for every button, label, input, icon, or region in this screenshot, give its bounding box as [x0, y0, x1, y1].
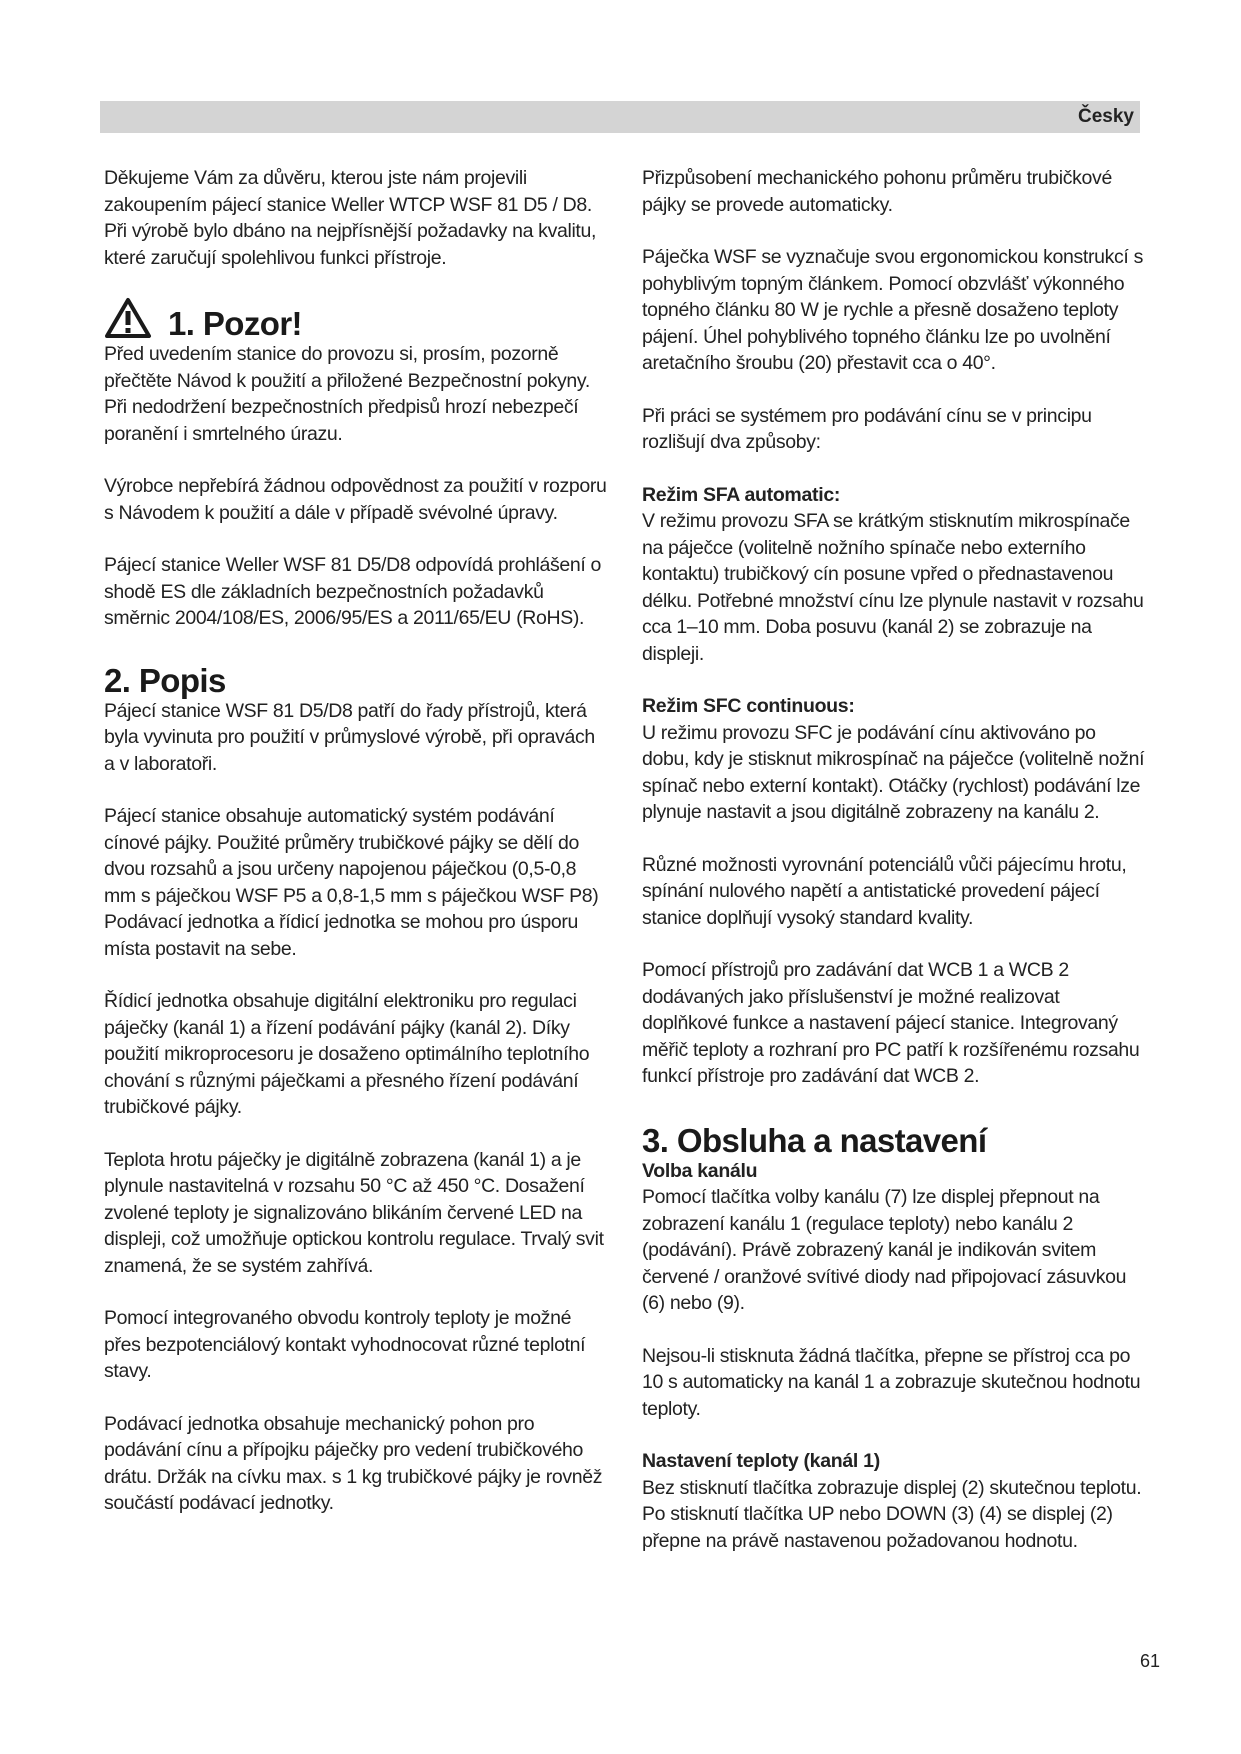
section-2-paragraph-4: Teplota hrotu páječky je digitálně zobrazena (kanál 1) a je plynule nastavitelná v rozsahu 50 °C až 450 °C. Dosažení zvolené teploty je signalizováno blikáním červené LED na displeji, což umožňuje optickou kontrolu regulace. Trvalý svit znamená, že se systém zahřívá.: [104, 1148, 604, 1277]
temperature-setting-text: Bez stisknutí tlačítka zobrazuje displej (2) skutečnou teplotu. Po stisknutí tlačítka UP nebo DOWN (3) (4) se displej (2) přepne na právě nastavenou požadovanou hodnotu.: [642, 1476, 1142, 1552]
right-paragraph-6: Nejsou-li stisknuta žádná tlačítka, přepne se přístroj cca po 10 s automaticky na kanál 1 a zobrazuje skutečnou hodnotu teploty.: [642, 1344, 1141, 1420]
right-paragraph-3: Při práci se systémem pro podávání cínu se v principu rozlišují dva způsoby:: [642, 404, 1092, 453]
channel-select-text: Pomocí tlačítka volby kanálu (7) lze displej přepnout na zobrazení kanálu 1 (regulace teploty) nebo kanálu 2 (podávání). Právě zobrazený kanál je indikován svitem červené / oranžové svítivé diody nad připojovací zásuvkou (6) nebo (9).: [642, 1186, 1127, 1314]
sfa-mode-title: Režim SFA automatic:: [642, 483, 841, 506]
section-2-paragraph-6: Podávací jednotka obsahuje mechanický pohon pro podávání cínu a přípojku páječky pro vedení trubičkového drátu. Držák na cívku max. s 1 kg trubičkové pájky je rovněž součástí podávací jednotky.: [104, 1412, 603, 1514]
section-2-paragraph-3: Řídicí jednotka obsahuje digitální elektroniku pro regulaci páječky (kanál 1) a řízení podávání pájky (kanál 2). Díky použití mikroprocesoru je dosaženo optimálního teplotního chování s různými páječkami a přesného řízení podávání trubičkové pájky.: [104, 990, 590, 1118]
section-2-paragraph-1: Pájecí stanice WSF 81 D5/D8 patří do řady přístrojů, která byla vyvinuta pro použití v průmyslové výrobě, při opravách a v laboratoři.: [104, 699, 595, 775]
section-1-paragraph-3: Pájecí stanice Weller WSF 81 D5/D8 odpovídá prohlášení o shodě ES dle základních bezpečnostních požadavků směrnic 2004/108/ES, 2006/95/ES a 2011/65/EU (RoHS).: [104, 554, 602, 629]
sfc-mode-text: U režimu provozu SFC je podávání cínu aktivováno po dobu, kdy je stisknut mikrospínač na páječce (volitelně nožní spínač nebo externí kontakt). Otáčky (rychlost) podávání lze plynuje nastavit a jsou digitálně zobrazeny na kanálu 2.: [642, 721, 1145, 823]
temperature-setting-title: Nastavení teploty (kanál 1): [642, 1450, 880, 1472]
section-2-paragraph-2: Pájecí stanice obsahuje automatický systém podávání cínové pájky. Použité průměry trubičkové pájky se dělí do dvou rozsahů a jsou určeny napojenou páječkou (0,5-0,8 mm s páječkou WSF P5 a 0,8-1,5 mm s páječkou WSF P8) Podávací jednotka a řídicí jednotka se mohou pro úsporu místa postavit na sebe.: [104, 805, 599, 960]
language-label: Česky: [1078, 106, 1134, 127]
section-1-heading: [104, 297, 609, 341]
page-number: 61: [1140, 1651, 1161, 1671]
left-column: [104, 165, 609, 1543]
section-1-paragraph-1: Před uvedením stanice do provozu si, prosím, pozorně přečtěte Návod k použití a přiložené Bezpečnostní pokyny. Při nedodržení bezpečnostních předpisů hrozí nebezpečí poranění i smrtelného úrazu.: [104, 343, 590, 445]
intro-paragraph: Děkujeme Vám za důvěru, kterou jste nám projevili zakoupením pájecí stanice Weller WTCP WSF 81 D5 / D8. Při výrobě bylo dbáno na nejpřísnější požadavky na kvalitu, které zaručují spolehlivou funkci přístroje.: [104, 167, 597, 269]
section-1-title: 1. Pozor!: [168, 305, 302, 342]
header-bar: [100, 101, 1140, 133]
sfc-mode-title: Režim SFC continuous:: [642, 695, 855, 717]
sfa-mode-text: V režimu provozu SFA se krátkým stisknutím mikrospínače na páječce (volitelně nožního spínače nebo externího kontaktu) trubičkový cín posune vpřed o přednastavenou délku. Potřebné množství cínu lze plynule nastavit v rozsahu cca 1–10 mm. Doba posuvu (kanál 2) se zobrazuje na displeji.: [642, 510, 1144, 665]
right-column: [642, 165, 1147, 1554]
right-paragraph-5: Pomocí přístrojů pro zadávání dat WCB 1 a WCB 2 dodávaných jako příslušenství je možné realizovat doplňkové funkce a nastavení pájecí stanice. Integrovaný měřič teploty a rozhraní pro PC patří k rozšířenému rozsahu funkcí přístroje pro zadávání dat WCB 2.: [642, 959, 1140, 1087]
section-3-title: 3. Obsluha a nastavení: [642, 1121, 987, 1159]
right-paragraph-1: Přizpůsobení mechanického pohonu průměru trubičkové pájky se provede automaticky.: [642, 167, 1112, 216]
warning-triangle-icon: [104, 297, 152, 339]
section-2-paragraph-5: Pomocí integrovaného obvodu kontroly teploty je možné přes bezpotenciálový kontakt vyhodnocovat různé teplotní stavy.: [104, 1307, 586, 1382]
right-paragraph-4: Různé možnosti vyrovnání potenciálů vůči pájecímu hrotu, spínání nulového napětí a antistatické provedení pájecí stanice doplňují vysoký standard kvality.: [642, 853, 1127, 929]
channel-select-title: Volba kanálu: [642, 1159, 758, 1182]
section-1-paragraph-2: Výrobce nepřebírá žádnou odpovědnost za použití v rozporu s Návodem k použití a dále v případě svévolné úpravy.: [104, 475, 607, 524]
section-2-title: 2. Popis: [104, 661, 226, 699]
right-paragraph-2: Páječka WSF se vyznačuje svou ergonomickou konstrukcí s pohyblivým topným článkem. Pomocí obzvlášť výkonného topného článku 80 W je rychle a přesně dosaženo teploty pájení. Úhel pohyblivého topného článku lze po uvolnění aretačního šroubu (20) přestavit cca o 40°.: [642, 246, 1143, 374]
